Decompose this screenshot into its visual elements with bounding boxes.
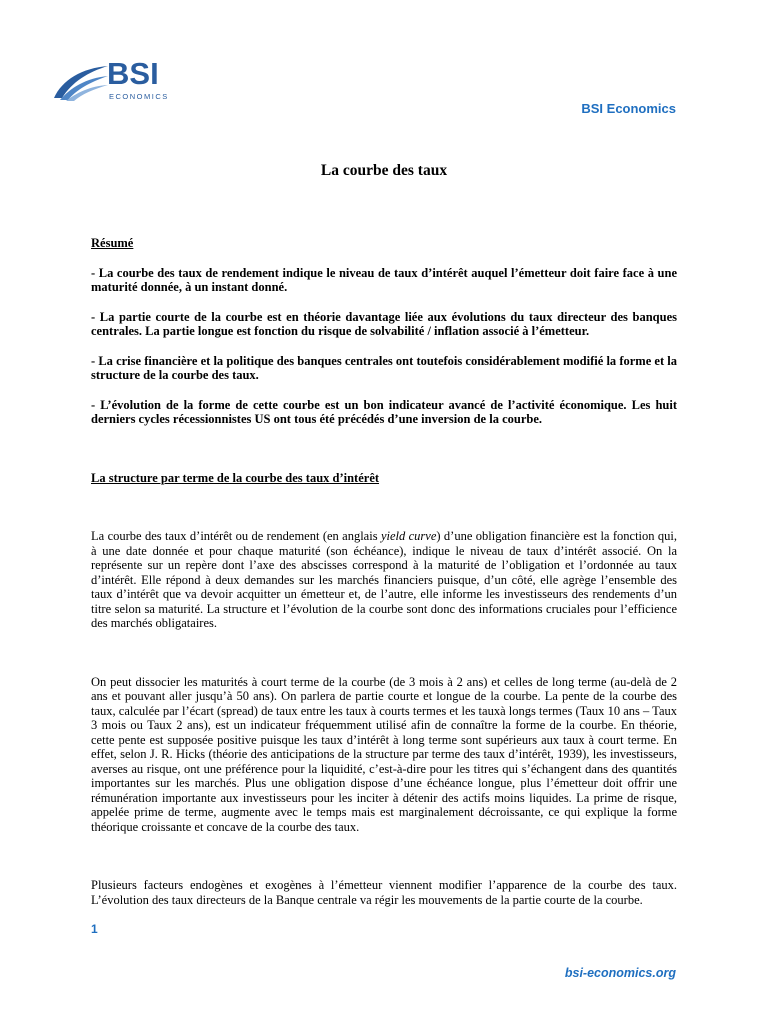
paragraph-1-start: La courbe des taux d’intérêt ou de rendement (en anglais: [91, 529, 381, 543]
resume-heading: Résumé: [91, 236, 134, 250]
footer-website-link[interactable]: bsi-economics.org: [564, 966, 676, 980]
paragraph-3: Plusieurs facteurs endogènes et exogènes à l’émetteur viennent modifier l’apparence de la courbe des taux. L’évolution des taux directeurs de la Banque centrale va régir les mouvements de la partie courte de la courbe.: [91, 878, 677, 907]
resume-bullet-2: - La partie courte de la courbe est en théorie davantage liée aux évolutions du taux directeur des banques centrales. La partie longue est fonction du risque de solvabilité / inflation associé à l’émetteur.: [91, 309, 677, 338]
yield-curve-term: yield curve: [380, 529, 437, 543]
section-heading: La structure par terme de la courbe des taux d’intérêt: [91, 470, 380, 485]
resume-bullet-1: - La courbe des taux de rendement indique le niveau de taux d’intérêt auquel l’émetteur doit faire face à une maturité donnée, à un instant donné.: [91, 265, 677, 294]
swoosh-logo-icon: [52, 60, 112, 102]
document-body: [91, 236, 677, 907]
resume-bullet-3: - La crise financière et la politique des banques centrales ont toutefois considérablement modifié la forme et la structure de la courbe des taux.: [91, 353, 677, 382]
resume-bullet-4: - L’évolution de la forme de cette courbe est un bon indicateur avancé de l’activité économique. Les huit derniers cycles récessionnistes US ont tous été précédés d’une inversion de la courbe.: [91, 397, 677, 426]
header-brand-name: BSI Economics: [581, 101, 676, 116]
logo-text: BSI: [107, 56, 159, 91]
page-number: 1: [91, 922, 98, 936]
paragraph-1: [91, 529, 677, 631]
document-title: La courbe des taux: [320, 162, 448, 179]
paragraph-2: On peut dissocier les maturités à court terme de la courbe (de 3 mois à 2 ans) et celles de long terme (au-delà de 2 ans et pouvant aller jusqu’à 50 ans). On parlera de partie courte et longue de la courbe. La pente de la courbe des taux, calculée par l’écart (spread) de taux entre les taux à courts termes et les tauxà longs termes (Taux 10 ans – Taux 3 mois ou Taux 2 ans), est un indicateur fréquemment utilisé afin de connaître la forme de la courbe. En théorie, cette pente est supposée positive puisque les taux d’intérêt à long terme sont supérieurs aux taux à court terme. En effet, selon J. R. Hicks (théorie des anticipations de la structure par terme des taux d’intérêt, 1939), les investisseurs, averses au risque, ont une préférence pour la liquidité, c’est-à-dire pour les titres qui s’échangent dans des quantités importantes sur les marchés. Plus une obligation dispose d’une échéance longue, plus l’émetteur doit offrir une rémunération importante aux investisseurs pour les inciter à détenir des actifs moins liquides. La prime de risque, appelée prime de terme, augmente avec le temps mais est marginalement décroissante, ce qui explique la forme théorique croissante et concave de la courbe des taux.: [91, 674, 677, 834]
paragraph-1-end: ) d’une obligation financière est la fonction qui, à une date donnée et pour chaque maturité (son échéance), indique le niveau de taux d’intérêt associé. On la représente sur un repère dont l’axe des abscisses correspond à la maturité de l’obligation et l’ordonnée au taux d’intérêt. Elle répond à deux demandes sur les marchés financiers puisque, d’un côté, elle agrège l’ensemble des taux d’intérêt que va devoir acquitter un émetteur et, de l’autre, elle informe les investisseurs des rendements d’un titre selon sa maturité. La structure et l’évolution de la courbe sont donc des informations cruciales pour l’efficience des marchés obligataires.: [91, 529, 677, 630]
logo-subtext: ECONOMICS: [109, 92, 169, 101]
bsi-logo: [52, 56, 172, 106]
